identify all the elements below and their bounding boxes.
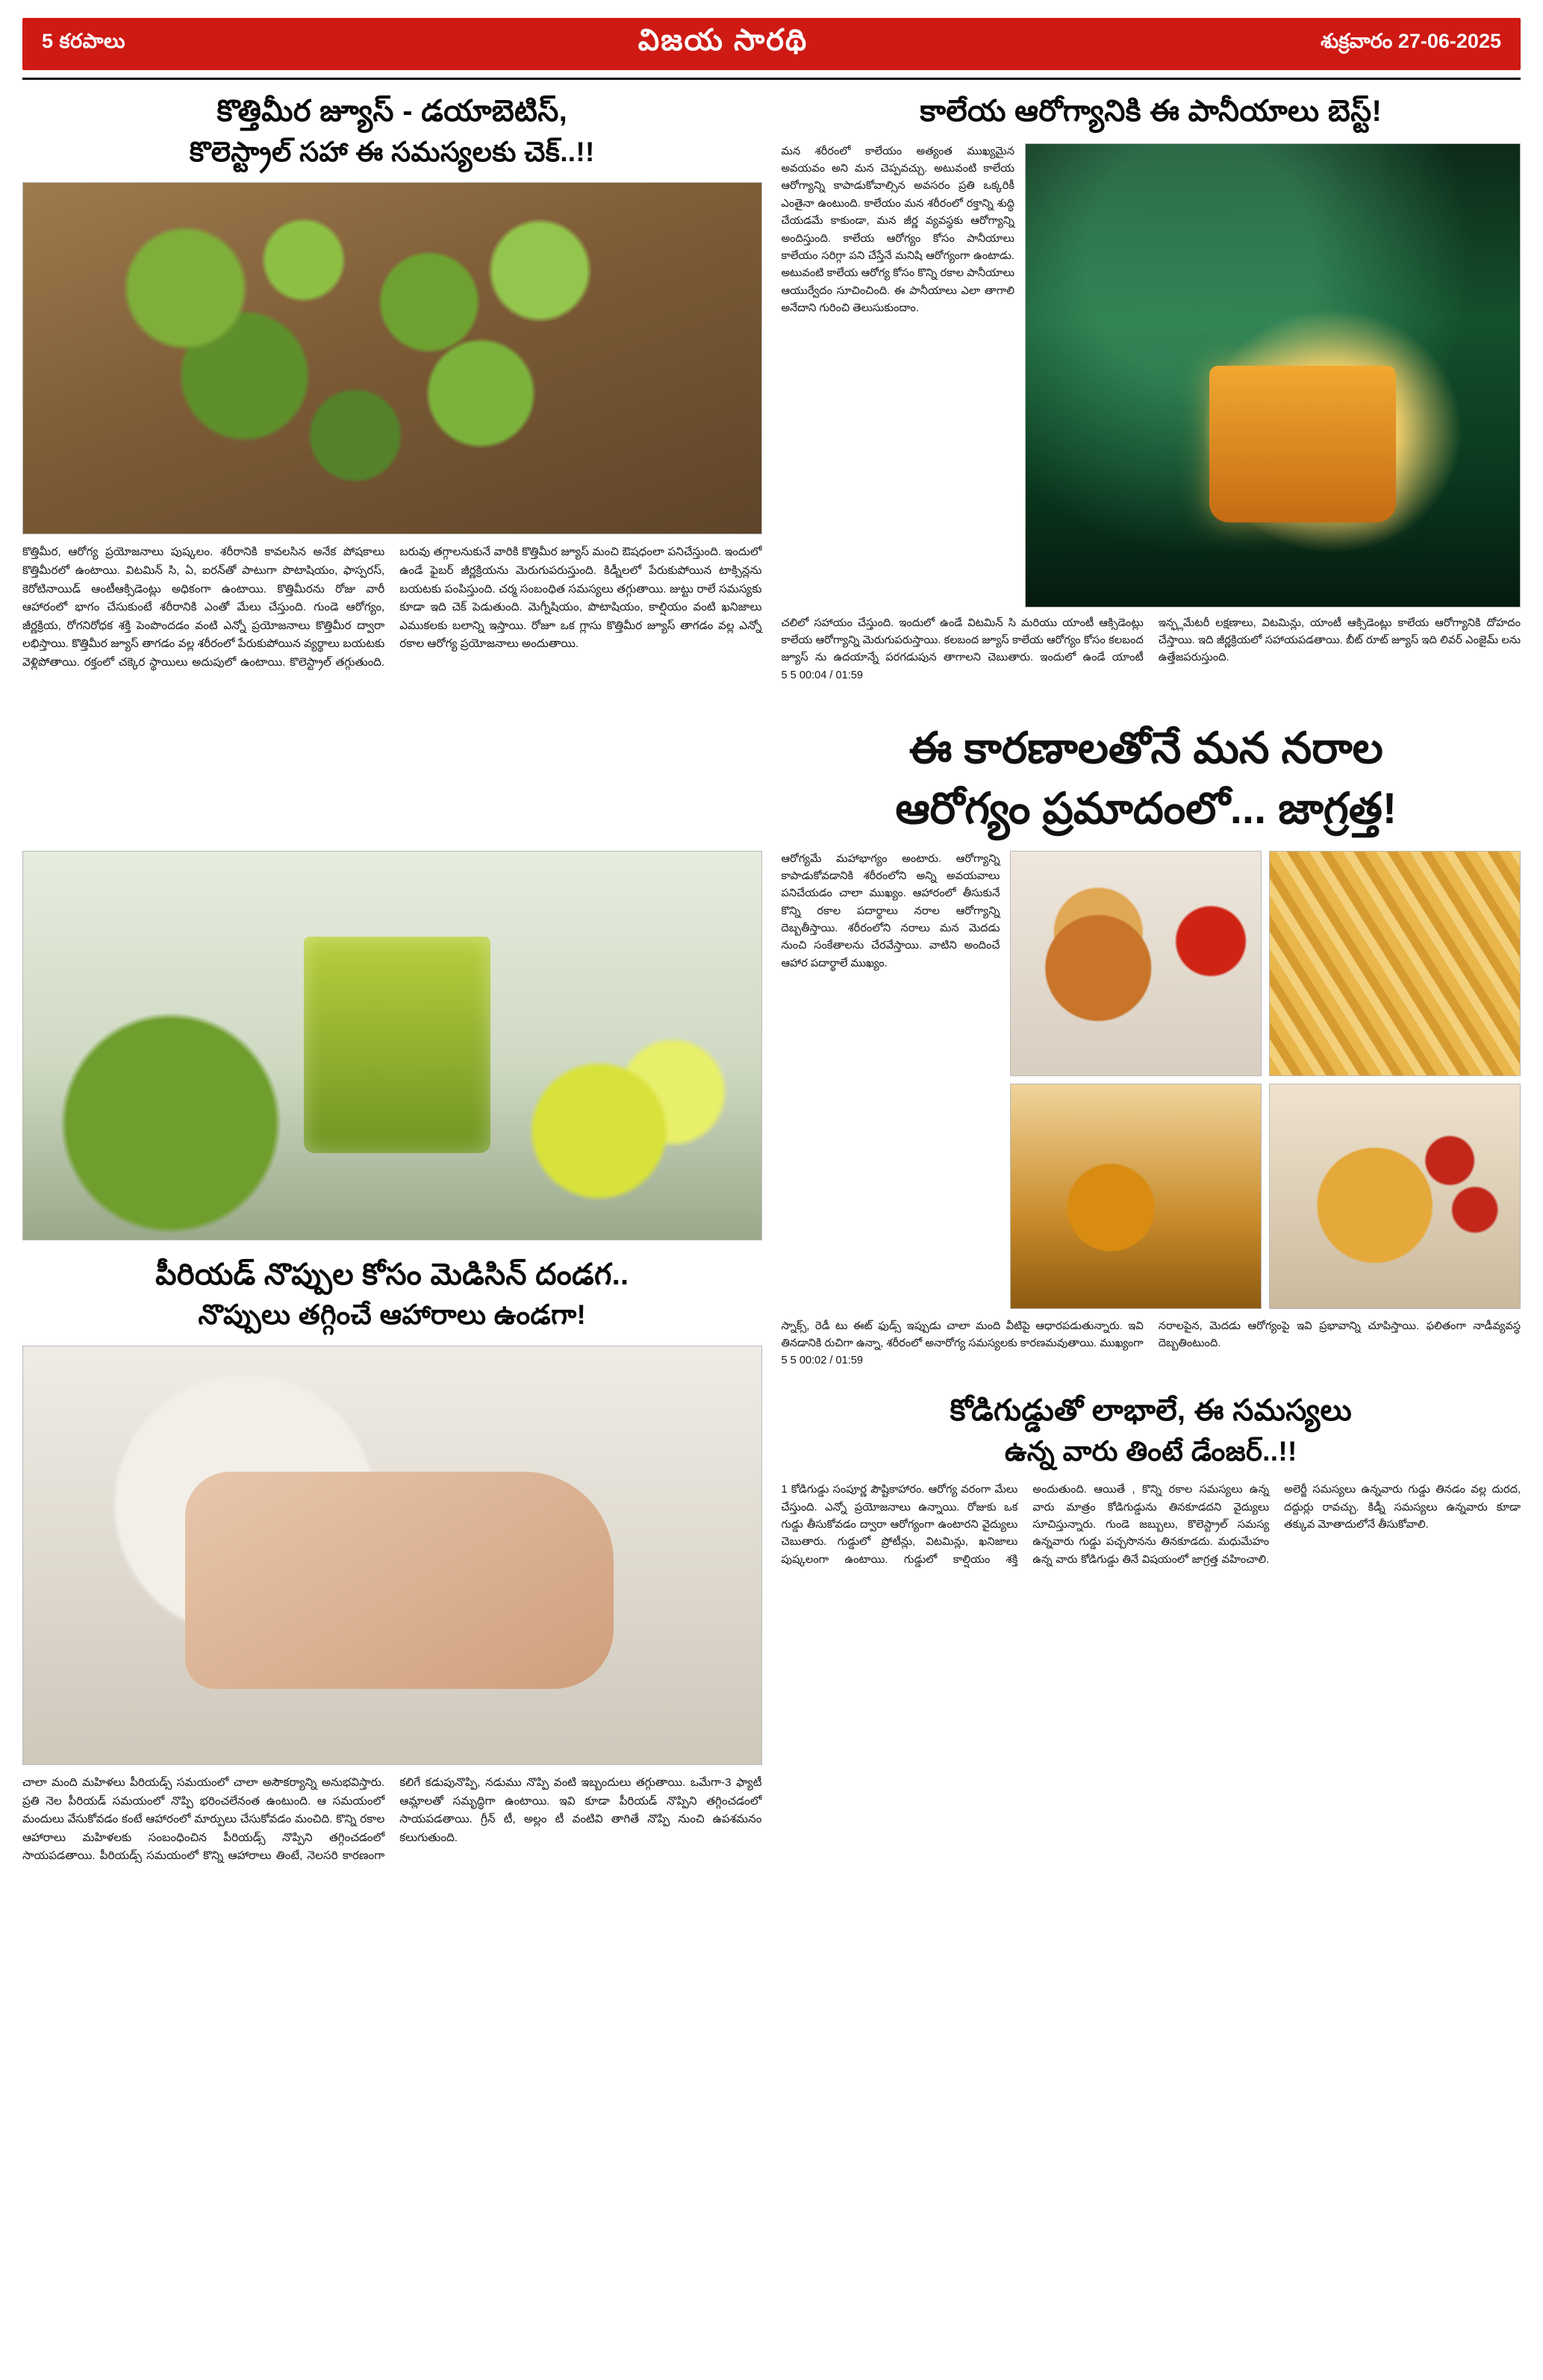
masthead-title: విజయ సారథి <box>638 23 808 57</box>
article5-headline-line2: ఉన్న వారు తింటే డేంజర్..!! <box>1004 1435 1297 1467</box>
french-fries-photo <box>1269 851 1521 1076</box>
article5-headline-line1: కోడిగుడ్డుతో లాభాలే, ఈ సమస్యలు <box>950 1393 1352 1427</box>
oil-pouring-photo <box>1010 1084 1262 1309</box>
coriander-juice-photo <box>22 851 762 1240</box>
masthead-left-label: 5 కరపాలు <box>42 30 125 52</box>
article3-headline-line1: ఈ కారణాలతోనే మన నరాల <box>908 724 1383 773</box>
article3-left-body: ఆరోగ్యమే మహాభాగ్యం అంటారు. ఆరోగ్యాన్ని కాపాడుకోవడానికి శరీరంలోని అన్ని అవయవాలు పనిచేయడం చాలా ముఖ్యం. ఆహారంలో తీసుకునే కొన్ని రకాల పదార్థాలు నరాల ఆరోగ్యాన్ని దెబ్బతీస్తాయి. శరీరంలోని నరాలు మన మెదడు నుంచి సంకేతాలను చేరవేస్తాయి. వాటిని అందించే ఆహార పదార్థాలే ముఖ్యం. <box>781 852 1000 969</box>
article1-body: కొత్తిమీర, ఆరోగ్య ప్రయోజనాలు పుష్కలం. శరీరానికి కావలసిన అనేక పోషకాలు కొత్తిమీరలో ఉంటాయి. విటమిన్ సి, ఏ, ఐరన్‌తో పాటుగా పొటాషియం, ఫాస్పరస్, కెరోటినాయిడ్ ఆంటీఆక్సిడెంట్లు అధికంగా ఉంటాయి. కొత్తిమీరను రోజు వారీ ఆహారంలో భాగం చేసుకుంటే శరీరానికి ఎంతో మేలు చేస్తుంది. గుండె ఆరోగ్యం, జీర్ణక్రియ, రోగనిరోధక శక్తి పెంపొందడం వంటి ఎన్నో ప్రయోజనాలు కొత్తిమీర ద్వారా లభిస్తాయి. కొత్తిమీర జ్యూస్ తాగడం వల్ల శరీరంలో పేరుకుపోయిన వ్యర్థాలు బయటకు వెళ్లిపోతాయి. రక్తంలో చక్కెర స్థాయిలు అదుపులో ఉంటాయి. కొలెస్ట్రాల్ తగ్గుతుంది. బరువు తగ్గాలనుకునే వారికి కొత్తిమీర జ్యూస్ మంచి ఔషధంలా పనిచేస్తుంది. ఇందులో ఉండే ఫైబర్ జీర్ణక్రియను మెరుగుపరుస్తుంది. కిడ్నీలలో పేరుకుపోయిన టాక్సిన్లను బయటకు పంపిస్తుంది. చర్మ సంబంధిత సమస్యలు తగ్గుతాయి. జుట్టు రాలే సమస్యకు కూడా ఇది చెక్ పెడుతుంది. మెగ్నీషియం, పొటాషియం, కాల్షియం వంటి ఖనిజాలు ఎముకలకు బలాన్ని ఇస్తాయి. రోజూ ఒక గ్లాసు కొత్తిమీర జ్యూస్ తాగడం వల్ల ఎన్నో రకాల ఆరోగ్య ప్రయోజనాలు అందుతాయి. <box>22 546 762 669</box>
article1-headline-line1: కొత్తిమీర జ్యూస్ - డయాబెటిస్, <box>216 95 567 128</box>
article1-headline-line2: కొలెస్ట్రాల్ సహా ఈ సమస్యలకు చెక్..!! <box>189 136 595 167</box>
article3-headline-line2: ఆరోగ్యం ప్రమాదంలో... జాగ్రత్త! <box>895 784 1397 833</box>
article3-photo-grid <box>1010 851 1521 1309</box>
tea-pouring-photo <box>1025 143 1521 608</box>
article-coriander-juice <box>22 90 762 684</box>
article3-content <box>782 851 1521 1866</box>
coriander-bunch-photo <box>22 182 762 534</box>
article4-headline-line1: పీరియడ్ నొప్పుల కోసం మెడిసిన్ దండగ.. <box>155 1258 629 1291</box>
masthead-date: శుక్రవారం 27-06-2025 <box>1321 30 1501 52</box>
article2-headline: కాలేయ ఆరోగ్యానికి ఈ పానీయాలు బెస్ట్! <box>920 95 1383 128</box>
pizza-photo <box>1269 1084 1521 1309</box>
masthead <box>22 18 1521 70</box>
article3-bottom-body: స్నాక్స్, రెడీ టు ఈట్ ఫుడ్స్ ఇప్పుడు చాలా మంది వీటిపై ఆధారపడుతున్నారు. ఇవి తినడానికి రుచిగా ఉన్నా, శరీరంలో అనారోగ్య సమస్యలకు కారణమవుతాయి. ముఖ్యంగా నరాలపైన, మెదడు ఆరోగ్యంపై ఇవి ప్రభావాన్ని చూపిస్తాయి. ఫలితంగా నాడీవ్యవస్థ దెబ్బతింటుంది. <box>781 1319 1521 1349</box>
burger-photo <box>1010 851 1262 1076</box>
article4-body: చాలా మంది మహిళలు పీరియడ్స్ సమయంలో చాలా అసౌకర్యాన్ని అనుభవిస్తారు. ప్రతి నెల పీరియడ్ సమయంలో నొప్పి భరించలేనంత ఉంటుంది. ఆ సమయంలో మందులు వేసుకోవడం కంటే ఆహారంలో మార్పులు చేసుకోవడం మంచిది. కొన్ని రకాల ఆహారాలు మహిళలకు సంబంధించిన పీరియడ్స్ నొప్పిని తగ్గించడంలో సాయపడతాయి. పీరియడ్స్ సమయంలో కొన్ని ఆహారాలు తింటే, నెలసరి కారణంగా కలిగే కడుపునొప్పి, నడుము నొప్పి వంటి ఇబ్బందులు తగ్గుతాయి. ఒమేగా-3 ఫ్యాటీ ఆమ్లాలతో సమృద్ధిగా ఉంటాయి. ఇవి కూడా పీరియడ్ నొప్పిని తగ్గించడంలో సాయపడతాయి. గ్రీన్ టీ, అల్లం టీ వంటివి తాగితే నొప్పి నుంచి ఉపశమనం కలుగుతుంది. <box>22 1775 762 1863</box>
left-middle-column <box>22 851 762 1866</box>
woman-abdominal-pain-photo <box>22 1346 762 1765</box>
article3-timestamp: 5 5 00:02 / 01:59 <box>781 1355 864 1367</box>
article2-timestamp: 5 5 00:04 / 01:59 <box>781 669 864 681</box>
masthead-divider <box>22 78 1521 80</box>
article4-headline-line2: నొప్పులు తగ్గించే ఆహారాలు ఉండగా! <box>198 1299 587 1331</box>
article2-body-right: చలిలో సహాయం చేస్తుంది. ఇందులో ఉండే విటమిన్ సి మరియు యాంటీ ఆక్సిడెంట్లు కాలేయ ఆరోగ్యాన్ని మెరుగుపరుస్తాయి. కలబంద జ్యూస్ కాలేయ ఆరోగ్యం కోసం కలబంద జ్యూస్ ను ఉదయాన్నే పరగడుపున తాగాలని చెబుతారు. ఇందులో ఉండే యాంటీ ఇన్ఫ్లమేటరీ లక్షణాలు, విటమిన్లు, యాంటీ ఆక్సిడెంట్లు కాలేయ ఆరోగ్యానికి దోహదం చేస్తాయి. ఇది జీర్ణక్రియలో సహాయపడతాయి. బీట్ రూట్ జ్యూస్ ఇది లివర్ ఎంజైమ్ లను ఉత్తేజపరుస్తుంది. <box>781 616 1521 664</box>
article2-body-left: మన శరీరంలో కాలేయం అత్యంత ముఖ్యమైన అవయవం అని మన చెప్పవచ్చు. అటువంటి కాలేయ ఆరోగ్యాన్ని కాపాడుకోవాల్సిన అవసరం ప్రతి ఒక్కరికీ ఎంతైనా ఉంటుంది. కాలేయం మన శరీరంలో రక్తాన్ని శుద్ధి చేయడమే కాకుండా, మన జీర్ణ వ్యవస్థకు ఆరోగ్యాన్ని అందిస్తుంది. కాలేయ ఆరోగ్యం కోసం పానీయాలు కాలేయం సరిగ్గా పని చేస్తేనే మనిషి ఆరోగ్యంగా ఉంటాడు. అటువంటి కాలేయ ఆరోగ్య కోసం కొన్ని రకాల పానీయాలు ఆయుర్వేదం సూచించింది. ఈ పానీయాలు ఎలా తాగాలి అనేదాని గురించి తెలుసుకుందాం. <box>781 145 1014 314</box>
article-liver-drinks <box>782 90 1521 684</box>
article5-body: 1 కోడిగుడ్డు సంపూర్ణ పౌష్టికాహారం. ఆరోగ్య వరంగా మేలు చేస్తుంది. ఎన్నో ప్రయోజనాలు ఉన్నాయి. రోజుకు ఒక గుడ్డు తీసుకోవడం ద్వారా ఆరోగ్యంగా ఉంటారని వైద్యులు చెబుతారు. గుడ్డులో ప్రోటీన్లు, విటమిన్లు, ఖనిజాలు పుష్కలంగా ఉంటాయి. గుడ్డులో కాల్షియం శక్తి అందుతుంది. ఆయితే , కొన్ని రకాల సమస్యలు ఉన్న వారు మాత్రం కోడిగుడ్డును తినకూడదని వైద్యులు సూచిస్తున్నారు. గుండె జబ్బులు, కొలెస్ట్రాల్ సమస్య ఉన్నవారు గుడ్డు పచ్చసొనను తినకూడదు. మధుమేహం ఉన్న వారు కోడిగుడ్డు తినే విషయంలో జాగ్రత్త వహించాలి. అలెర్జీ సమస్యలు ఉన్నవారు గుడ్డు తినడం వల్ల దురద, దద్దుర్లు రావచ్చు. కిడ్నీ సమస్యలు ఉన్నవారు కూడా తక్కువ మోతాదులోనే తీసుకోవాలి. <box>781 1484 1521 1566</box>
